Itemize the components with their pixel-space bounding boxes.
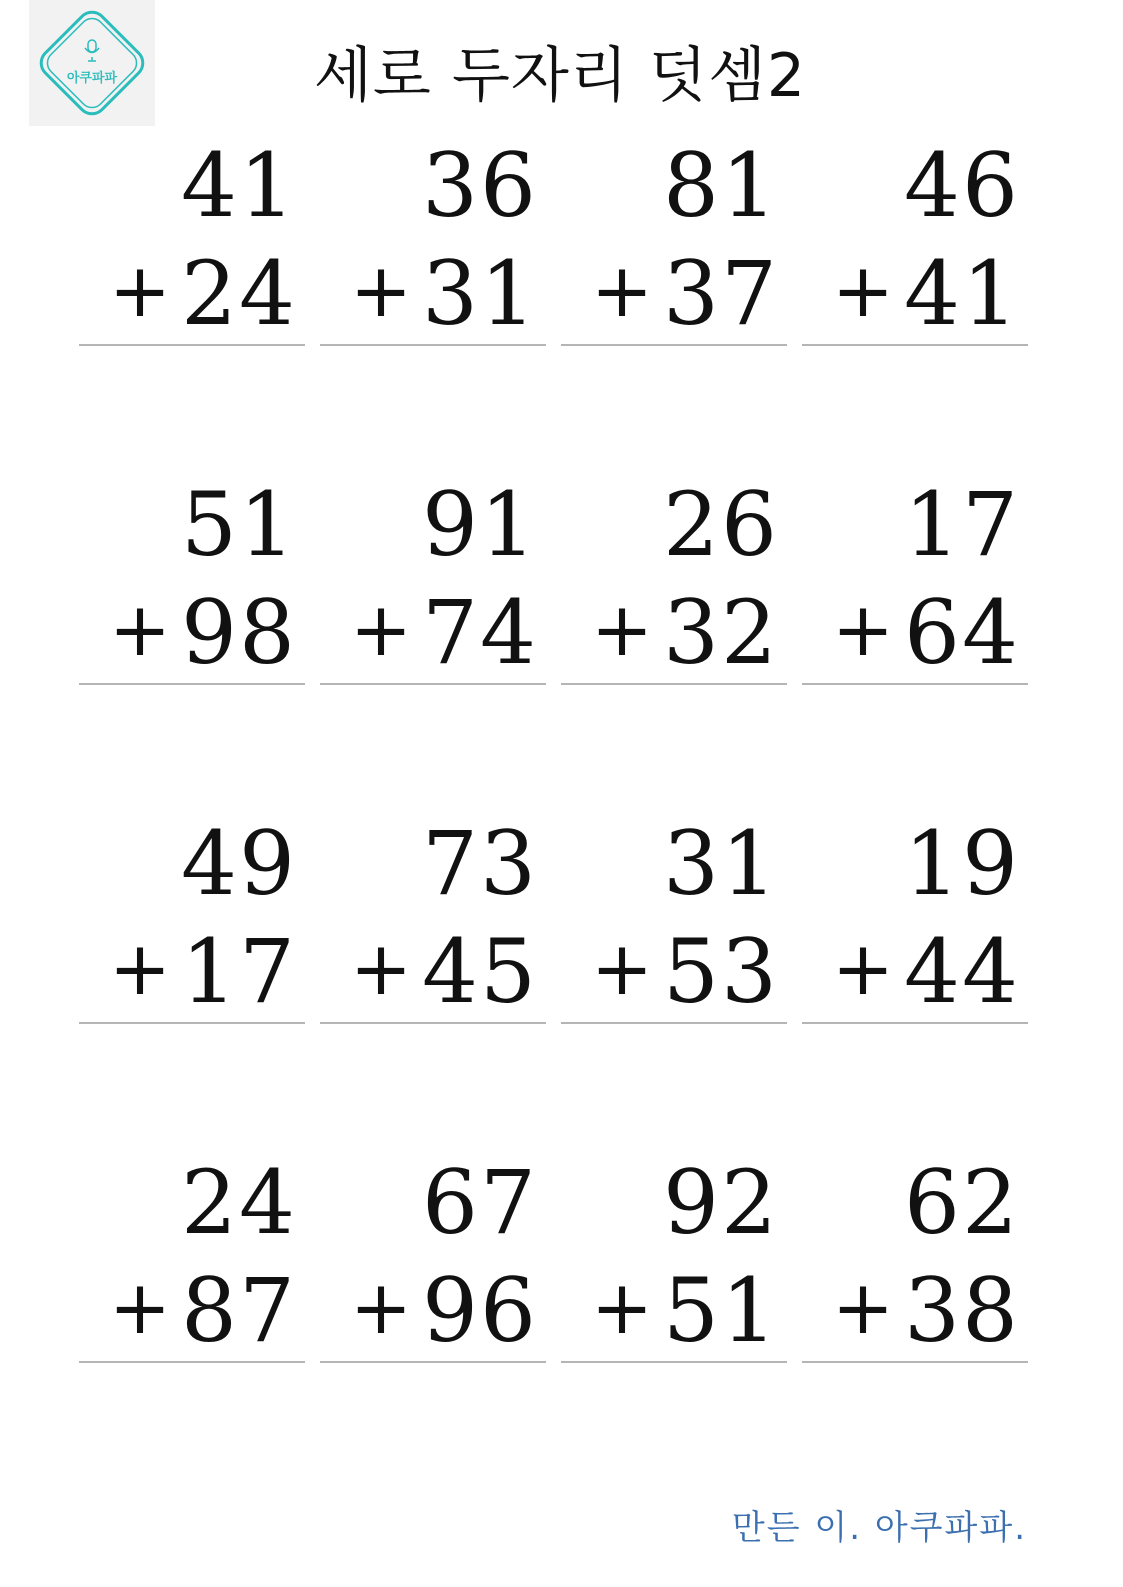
addition-problem [802,1147,1028,1367]
addition-problem [561,1147,787,1367]
top-number: 92 [663,1151,779,1254]
answer-line [802,1361,1028,1363]
top-number: 49 [181,812,297,915]
plus-sign: + [591,248,654,334]
plus-sign: + [350,587,413,673]
top-number: 62 [904,1151,1020,1254]
top-number: 41 [181,134,297,237]
answer-line [561,683,787,685]
answer-line [561,1361,787,1363]
bottom-number: 51 [663,1259,779,1362]
plus-sign: + [109,926,172,1012]
addition-problem [320,469,546,689]
top-number: 67 [422,1151,538,1254]
plus-sign: + [832,248,895,334]
addition-problem [79,808,305,1028]
footer-credit: 만든 이. 아쿠파파. [731,1508,1027,1548]
plus-sign: + [350,926,413,1012]
logo-diamond-icon [29,0,155,126]
top-number: 91 [422,473,538,576]
top-number: 36 [422,134,538,237]
addition-problem [79,469,305,689]
addition-problem [79,1147,305,1367]
bottom-number: 17 [181,920,297,1023]
bottom-number: 53 [663,920,779,1023]
answer-line [320,683,546,685]
logo-text: 아쿠파파 [66,71,118,86]
answer-line [79,344,305,346]
bottom-number: 24 [181,242,297,345]
addition-problem [802,469,1028,689]
plus-sign: + [109,1265,172,1351]
addition-problem [561,808,787,1028]
addition-problem [561,469,787,689]
answer-line [802,683,1028,685]
bottom-number: 37 [663,242,779,345]
plus-sign: + [350,248,413,334]
plus-sign: + [591,1265,654,1351]
plus-sign: + [109,248,172,334]
bottom-number: 96 [422,1259,538,1362]
answer-line [561,344,787,346]
plus-sign: + [350,1265,413,1351]
answer-line [802,344,1028,346]
answer-line [320,344,546,346]
plus-sign: + [109,587,172,673]
answer-line [79,1361,305,1363]
answer-line [79,683,305,685]
addition-problem [320,130,546,350]
plus-sign: + [832,1265,895,1351]
bottom-number: 44 [904,920,1020,1023]
answer-line [802,1022,1028,1024]
answer-line [320,1022,546,1024]
bottom-number: 31 [422,242,538,345]
addition-problem [802,130,1028,350]
plus-sign: + [832,926,895,1012]
addition-problem [802,808,1028,1028]
answer-line [79,1022,305,1024]
answer-line [320,1361,546,1363]
page-title: 세로 두자리 덧셈2 [313,41,807,111]
addition-problem [561,130,787,350]
plus-sign: + [591,587,654,673]
bottom-number: 38 [904,1259,1020,1362]
top-number: 26 [663,473,779,576]
bottom-number: 64 [904,581,1020,684]
top-number: 51 [181,473,297,576]
top-number: 17 [904,473,1020,576]
addition-problem [320,1147,546,1367]
bottom-number: 41 [904,242,1020,345]
answer-line [561,1022,787,1024]
top-number: 73 [422,812,538,915]
logo [29,0,155,126]
top-number: 46 [904,134,1020,237]
bottom-number: 32 [663,581,779,684]
bottom-number: 98 [181,581,297,684]
microphone-icon [85,40,99,61]
top-number: 24 [181,1151,297,1254]
top-number: 31 [663,812,779,915]
bottom-number: 87 [181,1259,297,1362]
addition-problem [320,808,546,1028]
plus-sign: + [591,926,654,1012]
addition-problem [79,130,305,350]
plus-sign: + [832,587,895,673]
bottom-number: 74 [422,581,538,684]
bottom-number: 45 [422,920,538,1023]
top-number: 19 [904,812,1020,915]
top-number: 81 [663,134,779,237]
